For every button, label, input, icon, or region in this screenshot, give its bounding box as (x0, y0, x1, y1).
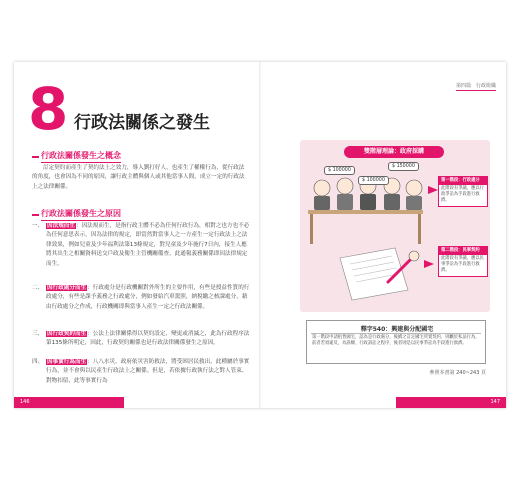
note-heading: 第一階段：行政處分 (439, 177, 487, 185)
divider (311, 333, 481, 334)
running-head: 第四篇 行政組織 (455, 83, 496, 89)
table-top (308, 210, 423, 214)
page-reference: 參照本書第 240~243 頁 (429, 370, 486, 376)
item-number: 一、 (32, 223, 44, 229)
case-title: 釋字540：興建與分配國宅 (360, 326, 434, 333)
note-text: 此階段有爭議，應以行政爭訟為手段進行救濟。 (441, 186, 484, 203)
item-text: ：八八水災，政府依災害防救法，將受困居民救出，此種屬於事實行為，並不會與以民產生行政法上之關係。但是，若依據行政執行法之對人管束、對物扣留，此等事實行為 (46, 359, 250, 384)
section-heading-concept (32, 150, 121, 163)
list-item (32, 330, 250, 349)
item-text: ：因法規而生，是指行政主體不必為任何行政行為，相對之也方也不必為任何意思表示，因為法律的規定，即當然對當事人之一方產生一定行政法上之法律效果，例如兒童及少年福利法第13條規定，對兒童及少年施行7日內，接生人應將其出生之相關資料送交戶政及衛生主管機關備查，此通報義務關係即因法律規定而生。 (46, 223, 250, 267)
item-tag: 因行政處分而生 (47, 285, 87, 291)
item-tag: 因法規而生 (47, 223, 75, 229)
note-heading: 第二階段：民事契約 (439, 247, 487, 255)
chapter-title: 行政法關係之發生 (74, 113, 210, 133)
illustration-title: 雙階層理論：政府採購 (344, 146, 444, 158)
item-text: ：公法上法律關係得以契約設定、變更或消滅之，此為行政程序法第135條所明定，因此，行政契約關係也是行政法律關係發生之原因。 (46, 331, 250, 347)
section-heading-causes (32, 208, 121, 221)
bid-bubble: $ 100000 (324, 166, 355, 175)
bid-bubble: $ 150000 (388, 162, 419, 171)
arrow-icon (424, 260, 434, 268)
item-number: 三、 (32, 331, 44, 337)
list-item (32, 358, 250, 386)
heading-dash (32, 156, 39, 158)
left-page (14, 62, 260, 408)
page-number: 146 (14, 397, 124, 408)
stage-note-civil (438, 246, 488, 277)
bidder-figure (314, 180, 330, 210)
section-heading-label: 行政法關係發生之概念 (41, 150, 121, 163)
case-text: 第一階段申請租售國宅，認為是行政處分，後續之訂定國宅買賣契約，則屬於私法行為，前者若須違反，為訴願、行政訴訟之程序，後者則是以民事爭訟為手段進行救濟。 (312, 335, 480, 347)
page-number: 147 (396, 397, 506, 408)
right-page (260, 62, 506, 408)
heading-dash (32, 214, 39, 216)
table-leg (310, 214, 313, 244)
stage-note-administrative (438, 176, 488, 207)
item-number: 二、 (32, 285, 44, 291)
item-tag: 因事實行為而生 (47, 359, 87, 365)
bidder-figure (406, 180, 422, 210)
book-spread (14, 62, 506, 408)
table-leg (418, 214, 421, 244)
illustration-panel (300, 140, 490, 312)
section-paragraph: 訂定契約而產生了契約法上之效力，導入劉打好人，也產生了權權行為，從行政法的角度，也會因為不同的原因，讓行政主體與個人或其他當事人間，成立一定的行政法上之法律關係。 (32, 165, 245, 190)
list-item (32, 222, 250, 269)
case-box (306, 320, 486, 364)
item-number: 四、 (32, 359, 44, 365)
chapter-number: 8 (28, 75, 69, 143)
arrow-icon (428, 186, 438, 194)
bid-bubble: $ 100000 (358, 176, 389, 185)
section-heading-label: 行政法關係發生之原因 (41, 208, 121, 221)
note-text: 此階段有爭議，應以民事爭訟為手段進行救濟。 (441, 256, 484, 273)
list-item (32, 284, 250, 312)
bidder-figure (337, 178, 353, 210)
item-text: ：行政處分是行政機關對外所生的主要作用，有些是授益性質的行政處分，有些是課予義務之行政處分，例如發給汽車駕照，納稅繳之核課處分，藉由行政處分之作成，行政機關即與當事人產生一定之行政法關係。 (46, 285, 250, 310)
item-tag: 因行政契約而生 (47, 331, 87, 337)
